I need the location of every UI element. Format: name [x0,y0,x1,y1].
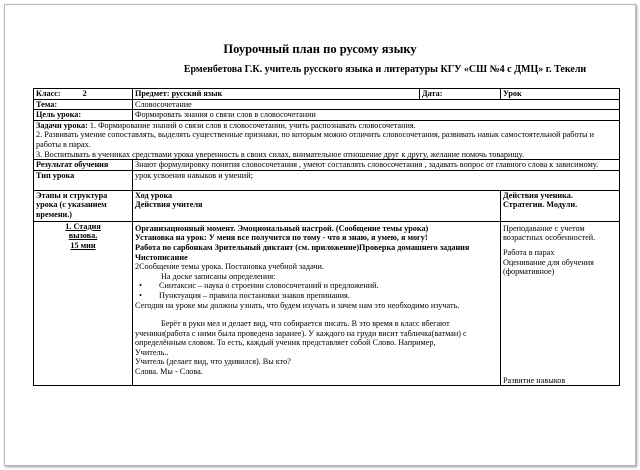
org-moment: Организационный момент. Эмоциональный настрой. (Сообщение темы урока) [135,223,429,233]
strategy-age: Преподавание с учетом возрастных особенностей. [503,223,596,243]
result-label: Результат обучения [34,160,133,171]
stage-1-line-3: 15 мин [70,240,96,250]
tasks-label: Задачи урока: [36,120,88,130]
actions-header-line-2: Стратегии. Модули. [503,200,578,210]
stage-1-row [34,221,620,386]
goal-value: Формировать знания о связи слов в словосочетании [133,110,620,121]
header-row [34,89,620,100]
task-2: 2. Развивать умение сопоставлять, выделять существенные признаки, по которым можно отличить словосочетания, развивать навык самостоятельной работы и работы в парах. [36,130,594,149]
document-subtitle: Ерменбетова Г.К. учитель русского языка и литературы КГУ «СШ №4 с ДМЦ» г. Текели [183,64,587,75]
topic-row [34,99,620,110]
type-row [34,170,620,190]
columns-header-row [34,190,620,221]
strategy-assessment: Оценивание для обучения (формативное) [503,257,594,277]
cards-work: Работа по сарбонкам Зрительный диктант (см. приложение)Проверка домашнего задания Чистописание [135,242,470,262]
actions-header-line-1: Действия ученика. [503,190,573,200]
type-label: Тип урока [34,170,133,190]
class-cell [34,89,133,100]
teacher-line-1: Учитель.. [135,347,169,357]
topic-value: Словосочетание [133,99,620,110]
document-title: Поурочный план по русому языку [223,42,417,56]
result-value: Знают формулировку понятия словосочетания , умеют составлять словосочетания , задавать вопрос от главного слова к зависимому. [133,160,620,171]
student-actions-cell [501,221,620,386]
teacher-scene-text: Берёт в руки мел и делает вид, что собирается писать. В это время в класс вбегают ученики(работа с ними была проведена заранее). У каждого на груди висит табличка(ватман) с определённым словом. То есть, каждый ученик представляет собой Слово. Например, [135,319,467,348]
course-header-line-1: Ход урока [135,190,173,200]
lesson-setup: Установка на урок: У меня все получится по тому - что я знаю, я умею, я могу! [135,233,428,243]
task-1 [36,121,617,131]
topic-label: Тема: [34,99,133,110]
stages-header: Этапы и структура урока (с указанием времени.) [34,190,133,221]
type-value: урок усвоения навыков и умений; [133,170,620,190]
board-definitions: На доске записаны определения: [161,271,276,281]
class-label: Класс: [36,89,61,98]
definition-punctuation-text: Пунктуация – правила постановки знаков препинания. [159,290,350,300]
definition-syntax-text: Синтаксис – наука о строении словосочетаний и предложений. [159,281,379,291]
lesson-goal-text: Сегодня на уроке мы должны узнать, что будем изучать и зачем нам это необходимо изучать. [135,300,460,310]
bullet-icon: • [139,281,142,291]
task-3: 3. Воспитывать в учениках средствами урока уверенность в своих силах, внимательное отношение друг к другу, желание помочь товарищу. [36,149,524,159]
bullet-icon: • [139,290,142,300]
task-1-text: 1. Формирование знаний о связи слов в словосочетании, учить распознавать словосочетания. [87,120,416,130]
topic-message: 2Сообщение темы урока. Постановка учебной задачи. [135,262,324,272]
document-page [4,4,636,466]
definition-punctuation [135,291,498,301]
teacher-actions-cell [133,221,501,386]
goal-label: Цель урока: [34,110,133,121]
stage-1-cell [34,221,133,386]
spacer [503,277,617,376]
course-header-line-2: Действия учителя [135,200,203,210]
spacer [135,310,498,319]
strategy-pairs: Работа в парах [503,247,555,257]
course-header [133,190,501,221]
words-reply: Слова. Мы - Слова. [135,367,203,377]
goal-row [34,110,620,121]
class-value: 2 [82,89,87,98]
result-row [34,160,620,171]
tasks-row [34,120,620,159]
tasks-cell [34,120,620,159]
strategy-skills: Развитие навыков [503,375,566,385]
stage-1-line-2: вызова. [68,231,98,241]
subject-cell: Предмет: русский язык [133,89,420,100]
lesson-plan-table [33,88,620,386]
stage-1-line-1: 1. Стадия [65,221,101,231]
actions-header [501,190,620,221]
date-cell: Дата: [420,89,501,100]
definition-syntax [135,281,498,291]
teacher-line-2: Учитель (делает вид, что удивился). Вы кто? [135,357,291,367]
lesson-cell: Урок [501,89,620,100]
